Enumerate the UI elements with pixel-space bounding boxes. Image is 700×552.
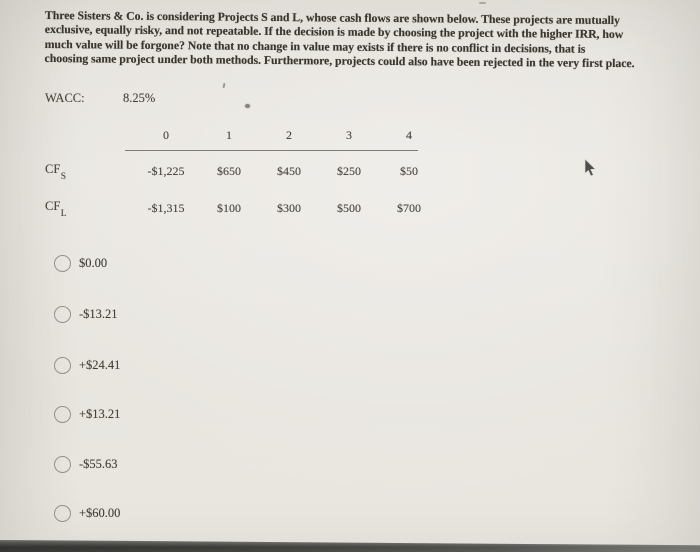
cfs-value: -$1,225 bbox=[147, 163, 185, 178]
dust-speck bbox=[223, 83, 226, 88]
cfl-value: $300 bbox=[277, 200, 301, 215]
cfs-value: $450 bbox=[277, 163, 301, 178]
row-subscript-s: S bbox=[60, 171, 67, 182]
period-header: 4 bbox=[406, 127, 412, 142]
question-line: much value will be forgone? Note that no change in value may exists if there is no conflict in decisions, that is bbox=[44, 36, 586, 56]
radio-button[interactable] bbox=[54, 456, 71, 473]
option-row-1[interactable] bbox=[54, 255, 107, 272]
radio-button[interactable] bbox=[54, 255, 71, 272]
cfl-value: $100 bbox=[217, 200, 241, 215]
cfl-value: $500 bbox=[337, 200, 361, 215]
cfl-value: -$1,315 bbox=[147, 200, 185, 215]
wacc-label: WACC: bbox=[45, 91, 85, 105]
cashflow-table bbox=[45, 125, 439, 220]
option-label[interactable]: -$13.21 bbox=[79, 307, 118, 321]
option-label[interactable]: +$60.00 bbox=[79, 506, 121, 520]
cfs-value: $250 bbox=[337, 163, 361, 178]
option-label[interactable]: +$13.21 bbox=[79, 407, 121, 421]
question-line: choosing same project under both methods. Furthermore, projects could also have been rejected in the very first place. bbox=[44, 51, 635, 71]
radio-button[interactable] bbox=[54, 306, 71, 323]
option-row-3[interactable] bbox=[54, 357, 120, 374]
period-header: 1 bbox=[226, 127, 232, 142]
cfl-value: $700 bbox=[397, 200, 421, 215]
period-header: 2 bbox=[286, 127, 292, 142]
table-row-cfl bbox=[45, 196, 439, 220]
question-line: exclusive, equally risky, and not repeatable. If the decision is made by choosing the project with the higher IRR, how bbox=[44, 22, 624, 42]
radio-button[interactable] bbox=[54, 357, 71, 374]
option-label[interactable]: -$55.63 bbox=[79, 457, 118, 471]
mouse-cursor-icon bbox=[584, 159, 598, 178]
dust-speck bbox=[479, 2, 486, 4]
wacc-row bbox=[45, 91, 156, 106]
cfs-value: $650 bbox=[217, 163, 241, 178]
radio-button[interactable] bbox=[54, 406, 71, 423]
period-header: 3 bbox=[346, 127, 352, 142]
option-row-2[interactable] bbox=[54, 306, 118, 323]
row-label-cfl: $CF_L$ bbox=[45, 199, 67, 219]
radio-button[interactable] bbox=[54, 505, 71, 522]
question-text bbox=[44, 8, 676, 71]
table-rule bbox=[125, 150, 418, 151]
wacc-value: 8.25% bbox=[123, 91, 156, 105]
period-header: 0 bbox=[163, 127, 169, 142]
option-row-6[interactable] bbox=[54, 505, 120, 522]
row-subscript-l: L bbox=[60, 208, 67, 219]
option-row-4[interactable] bbox=[54, 406, 120, 423]
dust-speck bbox=[245, 104, 250, 108]
period-header-row bbox=[45, 125, 439, 145]
option-label[interactable]: +$24.41 bbox=[79, 358, 121, 372]
option-label[interactable]: $0.00 bbox=[79, 256, 108, 270]
table-row-cfs bbox=[45, 159, 439, 183]
screen-bottom-bezel bbox=[0, 538, 700, 552]
option-row-5[interactable] bbox=[54, 456, 118, 473]
question-line: Three Sisters & Co. is considering Projects S and L, whose cash flows are shown below. These projects are mutually bbox=[44, 8, 620, 28]
row-label-cfs: $CF_S$ bbox=[45, 162, 67, 182]
cfs-value: $50 bbox=[400, 163, 418, 178]
